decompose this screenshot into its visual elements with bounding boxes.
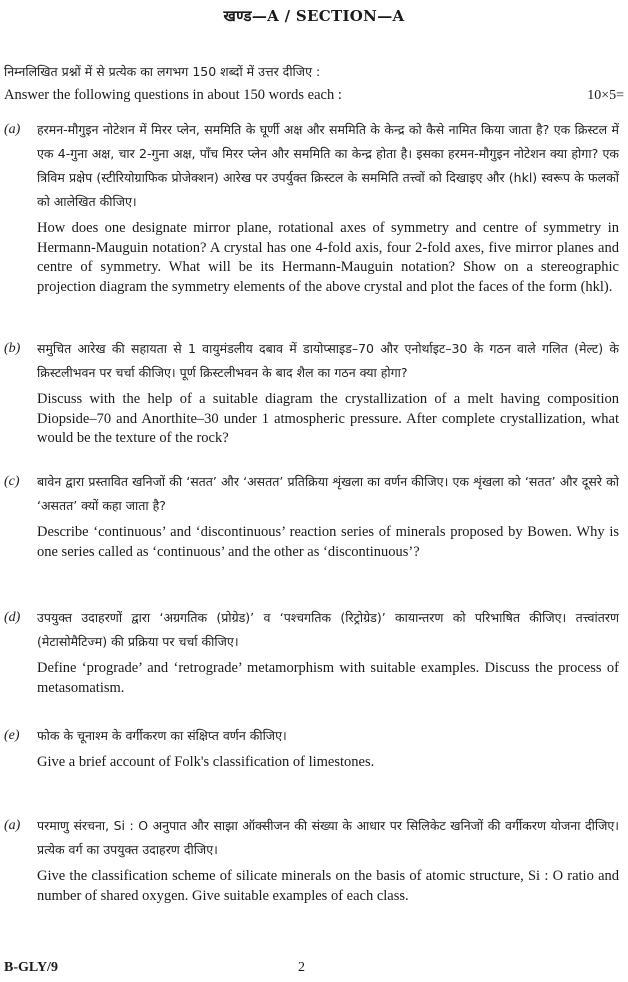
question-label: (a): [4, 122, 21, 137]
instruction-english: Answer the following questions in about 150 words each :: [4, 87, 342, 103]
question-label: (e): [4, 728, 20, 743]
question-label: (a): [4, 818, 21, 833]
question-e: [37, 724, 619, 773]
marks-total: 10×5=: [587, 88, 624, 103]
question-hindi-text: बावेन द्वारा प्रस्तावित खनिजों की ‘सतत’ और ‘असतत’ प्रतिक्रिया शृंखला का वर्णन कीजिए। एक शृंखला को ‘सतत’ और दूसरे को ‘असतत’ क्यों कहा जाता है?: [37, 474, 619, 513]
question-hindi-text: फोक के चूनाश्म के वर्गीकरण का संक्षिप्त वर्णन कीजिए।: [37, 728, 287, 743]
question-english-text: Discuss with the help of a suitable diagram the crystallization of a melt having composition Diopside–70 and Anorthite–30 under 1 atmospheric pressure. After complete crystallization, what would be the texture of the rock?: [37, 391, 619, 446]
question-hindi-text: परमाणु संरचना, Si : O अनुपात और साझा ऑक्सीजन की संख्या के आधार पर सिलिकेट खनिजों की वर्गीकरण योजना दीजिए। प्रत्येक वर्ग का उपयुक्त उदाहरण दीजिए।: [37, 818, 619, 857]
question-a: [37, 118, 619, 297]
question-english-text: Describe ‘continuous’ and ‘discontinuous’ reaction series of minerals proposed by Bowen. Why is one series called as ‘continuous’ and the other as ‘discontinuous’?: [37, 524, 619, 560]
question-label: (b): [4, 341, 21, 356]
question-english-text: How does one designate mirror plane, rotational axes of symmetry and centre of symmetry in Hermann-Mauguin notation? A crystal has one 4-fold axis, four 2-fold axes, five mirror planes and centre of symmetry. What will be its Hermann-Mauguin notation? Show on a stereographic projection diagram the symmetry elements of the above crystal and plot the faces of the form (hkl).: [37, 220, 619, 295]
question-hindi-text: उपयुक्त उदाहरणों द्वारा ‘अग्रगतिक (प्रोग्रेड)’ व ‘पश्चगतिक (रिट्रोग्रेड)’ कायान्तरण को परिभाषित कीजिए। तत्त्वांतरण (मेटासोमैटिज्म) की प्रक्रिया पर चर्चा कीजिए।: [37, 610, 619, 649]
question-d: [37, 606, 619, 698]
question-english-text: Give the classification scheme of silicate minerals on the basis of atomic structure, Si : O ratio and number of shared oxygen. Give suitable examples of each class.: [37, 868, 619, 904]
paper-code-text: B-GLY/9: [4, 960, 58, 975]
question-c: [37, 470, 619, 562]
question-b: [37, 337, 619, 449]
question-label: (c): [4, 474, 20, 489]
question-english-text: Give a brief account of Folk's classification of limestones.: [37, 754, 375, 770]
page-number: 2: [298, 960, 305, 975]
question-hindi-text: हरमन-मौगुइन नोटेशन में मिरर प्लेन, सममिति के घूर्णी अक्ष और सममिति के केन्द्र को कैसे नामित किया जाता है? एक क्रिस्टल में एक 4-गुना अक्ष, चार 2-गुना अक्ष, पाँच मिरर प्लेन और सममिति का केन्द्र होता है। इसका हरमन-मौगुइन नोटेशन क्या होगा? एक त्रिविम प्रक्षेप (स्टीरियोग्राफिक प्रोजेक्शन) आरेख पर उपर्युक्त क्रिस्टल के सममिति तत्त्वों को दिखाइए और (hkl) स्वरूप के फलकों को आलेखित कीजिए।: [37, 122, 619, 209]
instruction-hindi: निम्नलिखित प्रश्नों में से प्रत्येक का लगभग 150 शब्दों में उत्तर दीजिए :: [4, 64, 321, 79]
question-label: (d): [4, 610, 21, 625]
section-heading: खण्ड—A / SECTION—A: [223, 7, 405, 25]
question-hindi-text: समुचित आरेख की सहायता से 1 वायुमंडलीय दबाव में डायोप्साइड–70 और एनोर्थाइट–30 के गठन वाले गलित (मेल्ट) के क्रिस्टलीभवन पर चर्चा कीजिए। पूर्ण क्रिस्टलीभवन के बाद शैल का गठन क्या होगा?: [37, 341, 619, 380]
question-a-2: [37, 814, 619, 906]
paper-code: [4, 960, 58, 976]
question-english-text: Define ‘prograde’ and ‘retrograde’ metamorphism with suitable examples. Discuss the process of metasomatism.: [37, 660, 619, 696]
